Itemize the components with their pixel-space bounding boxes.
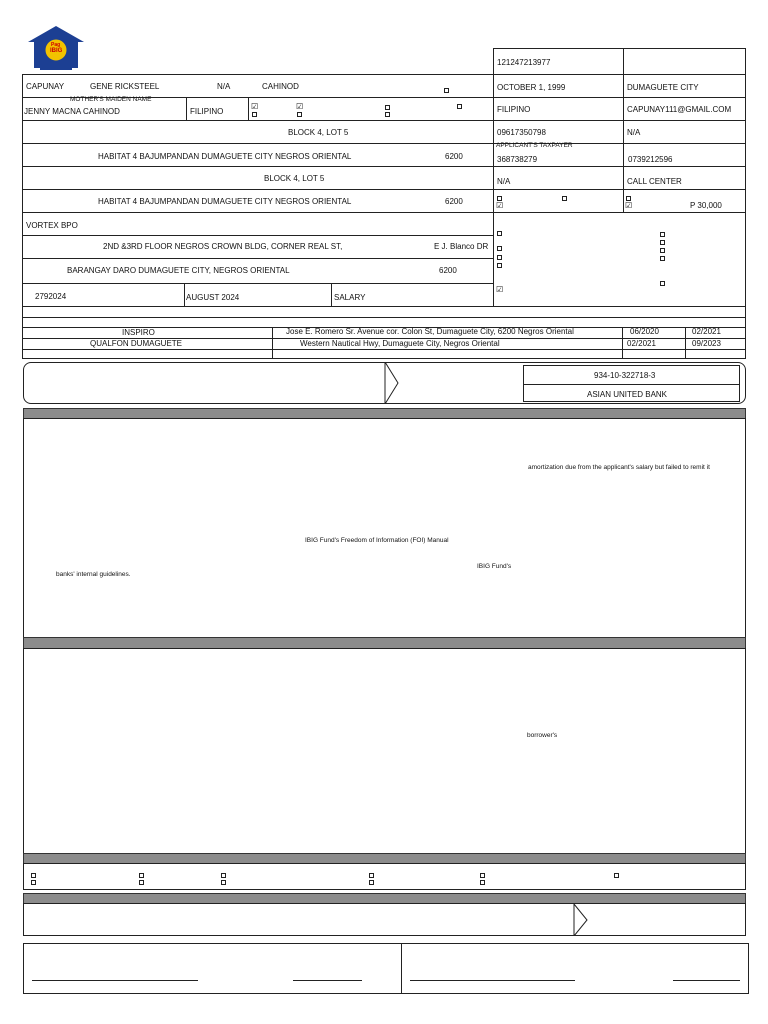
employer-phone: 2792024 <box>35 292 67 301</box>
tin-label: APPLICANT'S TAXPAYER <box>496 142 573 149</box>
employer-street: E J. Blanco DR <box>434 242 489 251</box>
checkbox[interactable] <box>31 873 36 878</box>
checkbox[interactable] <box>660 256 665 261</box>
checkbox[interactable] <box>660 232 665 237</box>
mothers-maiden-name: JENNY MACNA CAHINOD <box>24 107 120 116</box>
permanent-address-line2: HABITAT 4 BAJUMPANDAN DUMAGUETE CITY NEGROS ORIENTAL <box>98 197 352 206</box>
present-address-line1: BLOCK 4, LOT 5 <box>288 128 349 137</box>
consent-body <box>23 648 746 854</box>
logo-text-line1: Pag <box>51 42 61 48</box>
name-extension: N/A <box>217 82 231 91</box>
date-line <box>293 980 362 981</box>
employer-name: VORTEX BPO <box>26 221 78 230</box>
checked-box-icon[interactable]: ☑ <box>251 102 259 111</box>
checked-box-icon[interactable]: ☑ <box>625 201 633 210</box>
prev-employer-from: 02/2021 <box>627 339 656 348</box>
nationality: FILIPINO <box>190 107 224 116</box>
prev-employer-to: 02/2021 <box>692 327 721 336</box>
checkbox[interactable] <box>660 248 665 253</box>
signature-line <box>32 980 198 981</box>
certification-text: IBIG Fund's Freedom of Information (FOI) Manual <box>305 537 449 544</box>
checkbox[interactable] <box>444 88 449 93</box>
monthly-income: P 30,000 <box>690 201 722 210</box>
checkbox[interactable] <box>297 112 302 117</box>
citizenship: FILIPINO <box>497 105 531 114</box>
birth-place: DUMAGUETE CITY <box>627 83 699 92</box>
options-body <box>23 863 746 890</box>
occupation: CALL CENTER <box>627 177 682 186</box>
last-name: CAPUNAY <box>26 82 65 91</box>
present-address-line2: HABITAT 4 BAJUMPANDAN DUMAGUETE CITY NEGROS ORIENTAL <box>98 152 352 161</box>
years-of-stay: N/A <box>497 177 511 186</box>
payroll-type: SALARY <box>334 293 366 302</box>
certification-body <box>23 418 746 638</box>
arrow-divider-icon <box>384 362 400 404</box>
checkbox[interactable] <box>480 873 485 878</box>
arrow-divider-icon <box>573 904 589 936</box>
permanent-address-line1: BLOCK 4, LOT 5 <box>264 174 325 183</box>
checkbox[interactable] <box>385 112 390 117</box>
date-line <box>673 980 740 981</box>
checkbox[interactable] <box>497 263 502 268</box>
prev-employer-address: Jose E. Romero Sr. Avenue cor. Colon St, Dumaguete City, 6200 Negros Oriental <box>286 327 574 336</box>
checkbox[interactable] <box>457 104 462 109</box>
prev-employer-name: INSPIRO <box>122 328 155 337</box>
checkbox[interactable] <box>31 880 36 885</box>
checked-box-icon[interactable]: ☑ <box>496 201 504 210</box>
sss-number: 0739212596 <box>628 155 673 164</box>
email-address: CAPUNAY111@GMAIL.COM <box>627 105 732 114</box>
signature-section <box>23 943 749 994</box>
date-employed: AUGUST 2024 <box>186 293 240 302</box>
prev-employer-from: 06/2020 <box>630 327 659 336</box>
certification-text: IBIG Fund's <box>477 563 512 570</box>
tin-number: 368738279 <box>497 155 538 164</box>
certification-text: amortization due from the applicant's salary but failed to remit it <box>528 464 710 471</box>
header-right-cell <box>623 48 746 75</box>
checkbox[interactable] <box>139 873 144 878</box>
mothers-maiden-label: MOTHER'S MAIDEN NAME <box>70 96 152 103</box>
arrow-body <box>23 903 746 936</box>
checkbox[interactable] <box>252 112 257 117</box>
mid-number: 121247213977 <box>497 58 551 67</box>
checkbox[interactable] <box>660 281 665 286</box>
bank-name: ASIAN UNITED BANK <box>587 390 668 399</box>
checkbox[interactable] <box>497 231 502 236</box>
home-phone: N/A <box>627 128 641 137</box>
checkbox[interactable] <box>660 240 665 245</box>
prev-employer-name: QUALFON DUMAGUETE <box>90 339 183 348</box>
employer-address2: BARANGAY DARO DUMAGUETE CITY, NEGROS ORIENTAL <box>67 266 290 275</box>
consent-text: borrower's <box>527 732 558 739</box>
checkbox[interactable] <box>562 196 567 201</box>
checkbox[interactable] <box>221 873 226 878</box>
certification-text: banks' internal guidelines. <box>56 571 131 578</box>
birth-date: OCTOBER 1, 1999 <box>497 83 566 92</box>
checkbox[interactable] <box>497 255 502 260</box>
checkbox[interactable] <box>369 880 374 885</box>
pagibig-logo <box>26 24 86 74</box>
employer-zip: 6200 <box>439 266 457 275</box>
checkbox[interactable] <box>139 880 144 885</box>
checked-box-icon[interactable]: ☑ <box>496 285 504 294</box>
checkbox[interactable] <box>480 880 485 885</box>
mobile-number: 09617350798 <box>497 128 546 137</box>
permanent-zip: 6200 <box>445 197 463 206</box>
checkbox[interactable] <box>221 880 226 885</box>
present-zip: 6200 <box>445 152 463 161</box>
checkbox[interactable] <box>385 105 390 110</box>
signature-line <box>410 980 575 981</box>
prev-employer-to: 09/2023 <box>692 339 721 348</box>
prev-employer-address: Western Nautical Hwy, Dumaguete City, Negros Oriental <box>300 339 500 348</box>
employer-address1: 2ND &3RD FLOOR NEGROS CROWN BLDG, CORNER REAL ST, <box>103 242 343 251</box>
checkbox[interactable] <box>497 246 502 251</box>
checkbox[interactable] <box>614 873 619 878</box>
checkbox[interactable] <box>369 873 374 878</box>
middle-name: CAHINOD <box>262 82 299 91</box>
logo-text-line2: IBIG <box>50 48 63 54</box>
bank-account-number: 934-10-322718-3 <box>594 371 656 380</box>
first-name: GENE RICKSTEEL <box>90 82 160 91</box>
checked-box-icon[interactable]: ☑ <box>296 102 304 111</box>
